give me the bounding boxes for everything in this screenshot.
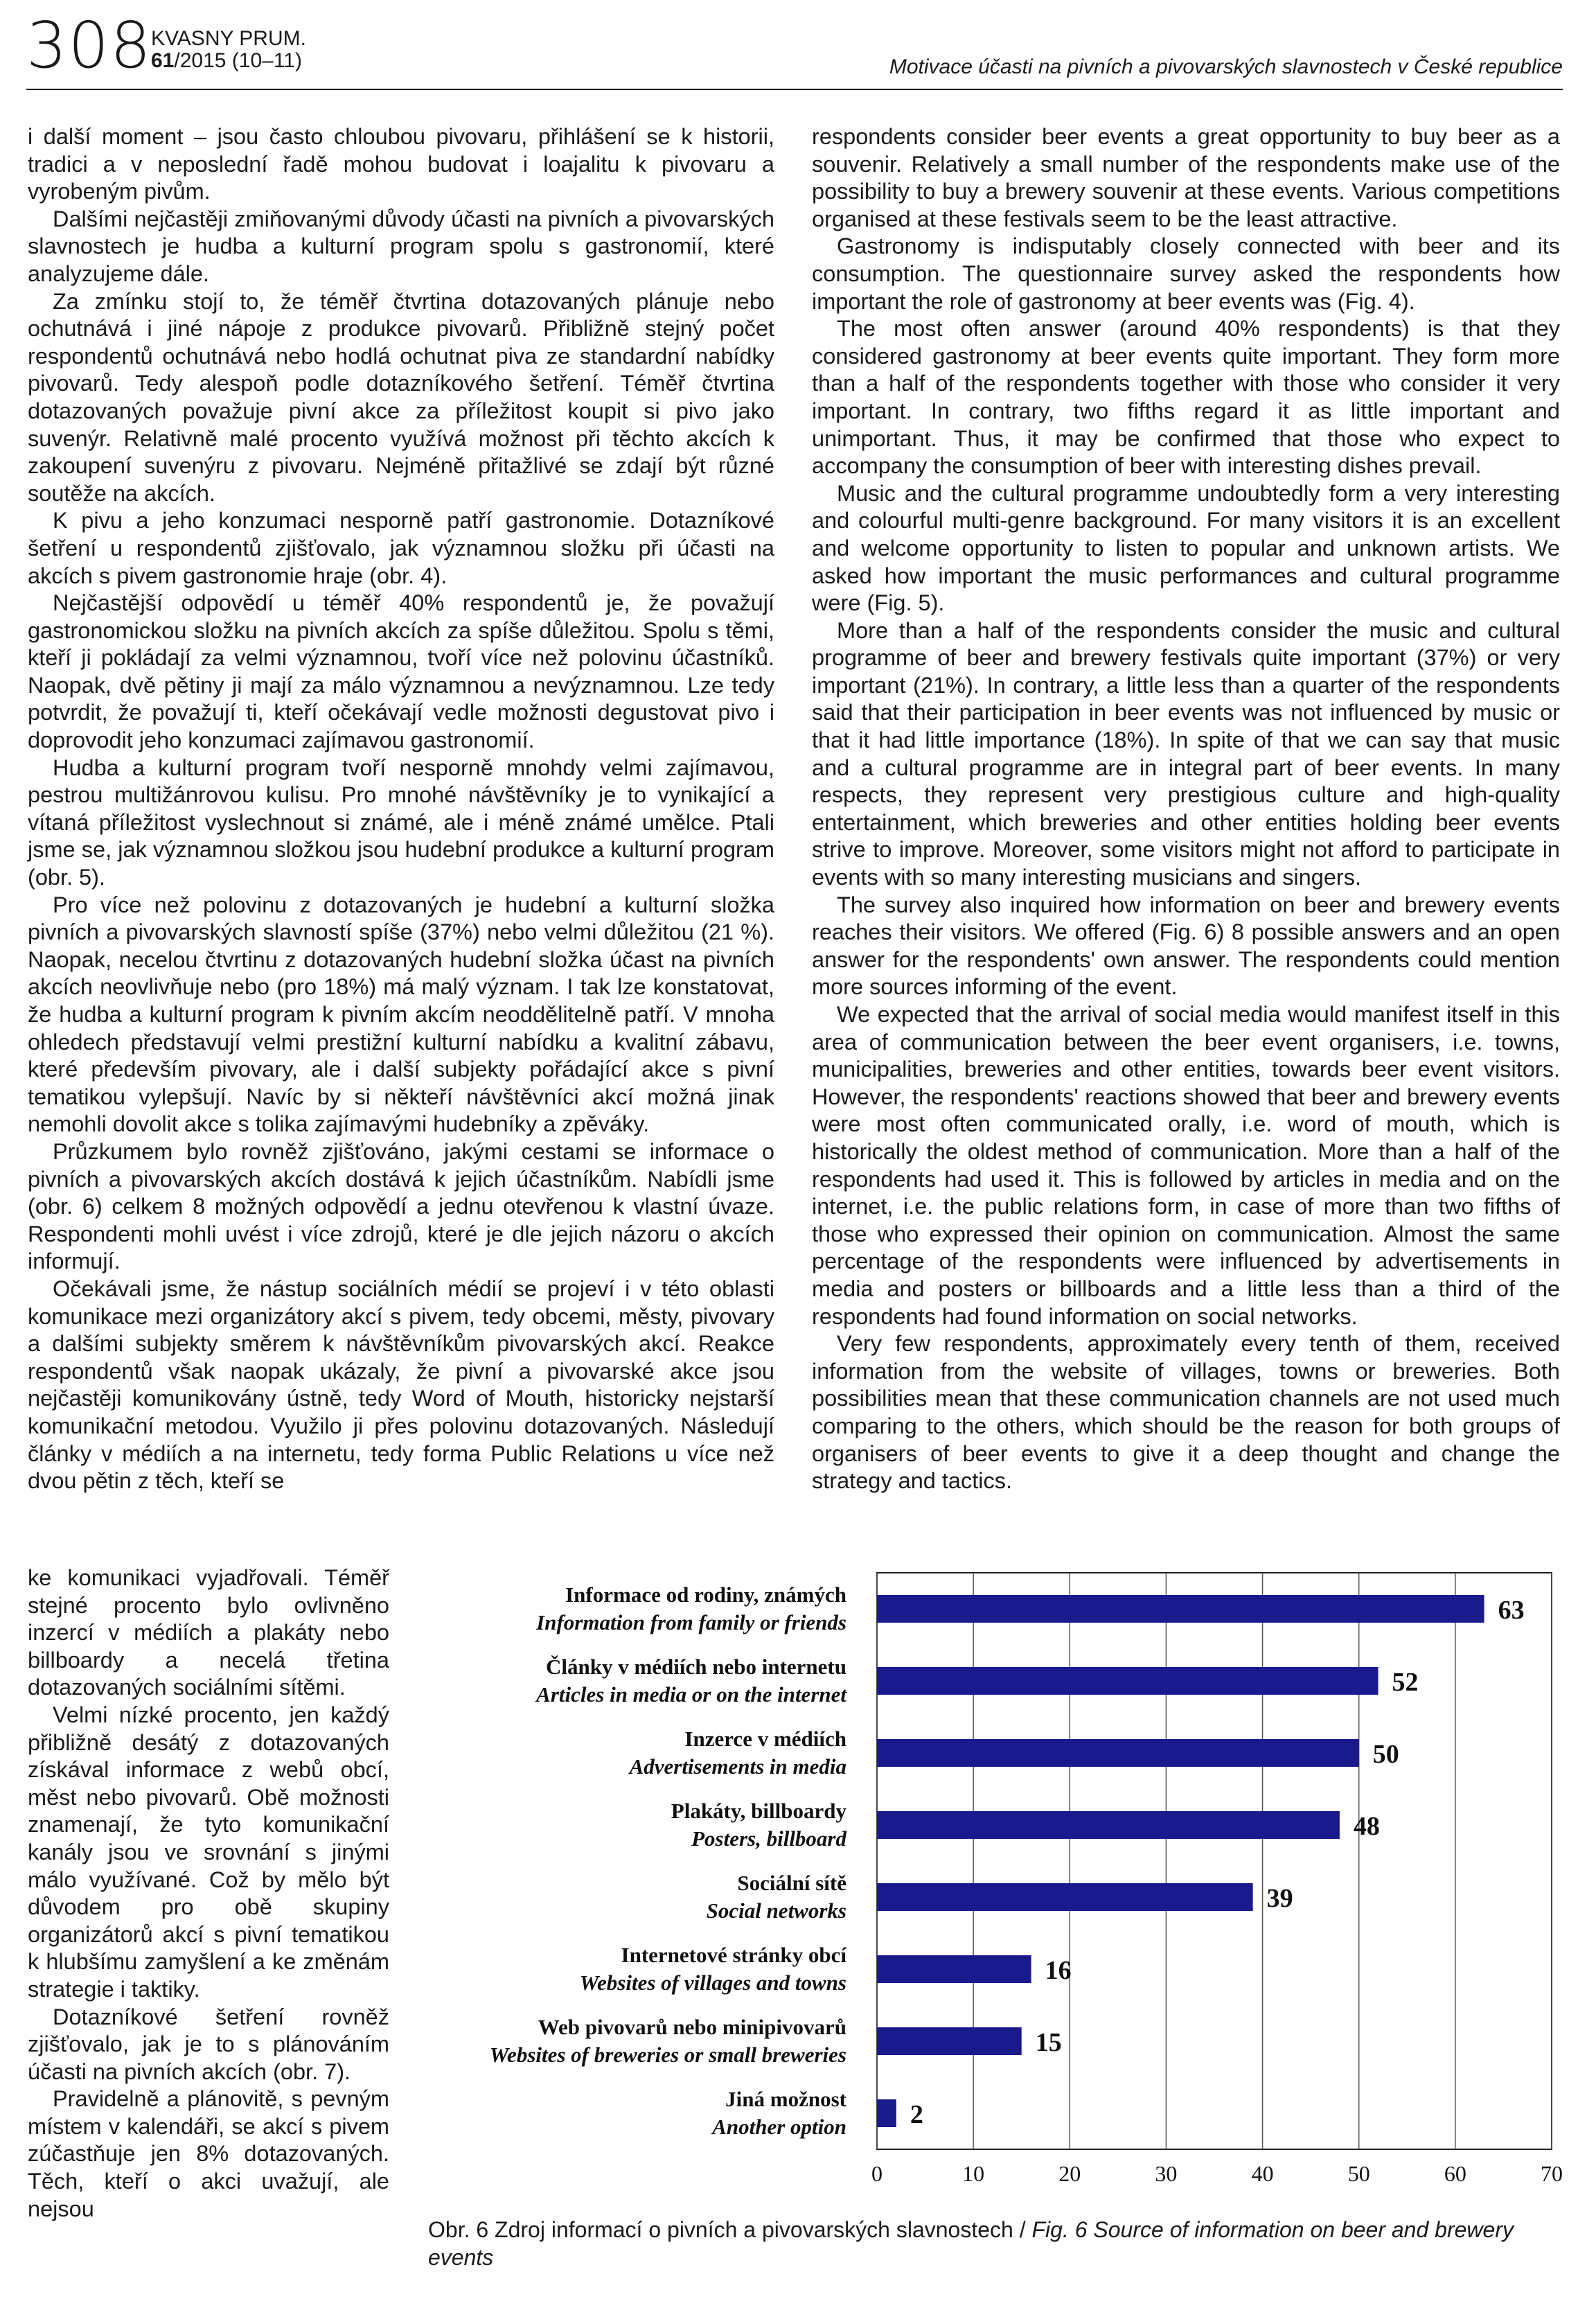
plot-frame	[877, 1573, 1552, 2149]
data-label: 39	[1266, 1884, 1293, 1913]
paragraph: The survey also inquired how information on beer and brewery events reaches their visitors. We offered (Fig. 6) 8 possible answers and an open answer for the respondents' own answer. The respondents could mention more sources informing of the event.	[812, 892, 1560, 1000]
bar	[877, 1739, 1359, 1767]
category-label-en: Posters, billboard	[691, 1826, 846, 1851]
paragraph: i další moment – jsou často chloubou pivovaru, přihlášení se k historii, tradici a v neposlední řadě mohou budovat i loajalitu k pivovaru a vyrobeným pivům.	[28, 124, 774, 204]
bar	[877, 2027, 1022, 2055]
category-label-en: Information from family or friends	[536, 1610, 846, 1634]
paragraph: Gastronomy is indisputably closely connected with beer and its consumption. The questionnaire survey asked the respondents how important the role of gastronomy at beer events was (Fig. 4).	[812, 233, 1560, 314]
data-label: 52	[1392, 1668, 1419, 1697]
data-label: 15	[1035, 2028, 1062, 2057]
category-label-cz: Jiná možnost	[725, 2087, 846, 2111]
bar	[877, 2099, 896, 2127]
data-label: 2	[910, 2100, 923, 2129]
category-label-en: Websites of villages and towns	[579, 1971, 846, 1995]
category-label-en: Websites of breweries or small breweries	[489, 2043, 846, 2067]
category-label-cz: Inzerce v médiích	[684, 1727, 846, 1751]
paragraph: respondents consider beer events a great opportunity to buy beer as a souvenir. Relatively a small number of the respondents make use of the possibility to buy a brewery souvenir at these events. Various competitions organised at these festivals seem to be the least attractive.	[812, 124, 1560, 231]
x-tick-label: 10	[962, 2161, 985, 2186]
paragraph: The most often answer (around 40% respondents) is that they considered gastronomy at beer events quite important. They form more than a half of the respondents together with those who consider it very important. In contrary, two fifths regard it as little important and unimportant. Thus, it may be confirmed that those who expect to accompany the consumption of beer with interesting dishes prevail.	[812, 316, 1560, 479]
category-label-cz: Články v médiích nebo internetu	[545, 1655, 846, 1679]
bar	[877, 1811, 1340, 1839]
data-label: 63	[1498, 1596, 1525, 1625]
category-label-cz: Internetové stránky obcí	[621, 1943, 846, 1967]
paragraph: Za zmínku stojí to, že téměř čtvrtina dotazovaných plánuje nebo ochutnává i jiné nápoje z produkce pivovarů. Přibližně stejný počet respondentů ochutnává nebo hodlá ochutnat piva ze standardní nabídky pivovarů. Tedy alespoň podle dotazníkového šetření. Téměř čtvrtina dotazovaných považuje pivní akce za příležitost koupit si pivo jako suvenýr. Relativně malé procento využívá možnost při těchto akcích k zakoupení suvenýru z pivovaru. Nejméně přitažlivé se zdají být různé soutěže na akcích.	[28, 288, 774, 506]
data-label: 16	[1045, 1956, 1072, 1985]
paragraph: Průzkumem bylo rovněž zjišťováno, jakými cestami se informace o pivních a pivovarských akcích dostává k jejich účastníkům. Nabídli jsme (obr. 6) celkem 8 možných odpovědí a jednu otevřenou k vlastní úvaze. Respondenti mohli uvést i více zdrojů, které je dle jejich názoru o akcích informují.	[28, 1138, 774, 1274]
paragraph: Pro více než polovinu z dotazovaných je hudební a kulturní složka pivních a pivovarských slavností spíše (37%) nebo velmi důležitou (21 %). Naopak, necelou čtvrtinu z dotazovaných hudební složka účast na pivních akcích neovlivňuje nebo (pro 18%) má malý význam. I tak lze konstatovat, že hudba a kulturní program k pivním akcím neoddělitelně patří. V mnoha ohledech představují velmi prestižní kulturní nabídku a kvalitní zábavu, které především pivovary, ale i další subjekty pořádající akce s pivní tematikou vylepšují. Navíc by si někteří návštěvníci akcí možná jinak nemohli dovolit akce s tolika zajímavými hudebníky a zpěváky.	[28, 892, 774, 1137]
paragraph: More than a half of the respondents consider the music and cultural programme of beer and brewery festivals quite important (37%) or very important (21%). In contrary, a little less than a quarter of the respondents said that their participation in beer events was not influenced by music or that it had little importance (18%). In spite of that we can say that music and a cultural programme are in integral part of beer events. In many respects, they represent very prestigious culture and high-quality entertainment, which breweries and other entities holding beer events strive to improve. Moreover, some visitors might not afford to participate in events with so many interesting musicians and singers.	[812, 617, 1560, 890]
x-tick-label: 40	[1251, 2161, 1274, 2186]
x-tick-label: 20	[1058, 2161, 1081, 2186]
running-title: Motivace účasti na pivních a pivovarských slavnostech v České republice	[889, 55, 1563, 78]
paragraph: We expected that the arrival of social media would manifest itself in this area of communication between the beer event organisers, i.e. towns, municipalities, breweries and other entities, towards beer event visitors. However, the respondents' reactions showed that beer and brewery events were most often communicated orally, i.e. word of mouth, which is historically the oldest method of communication. More than a half of the respondents had used it. This is followed by articles in media and on the internet, i.e. the public relations form, in case of more than two fifths of those who expressed their opinion on communication. Almost the same percentage of the respondents were influenced by advertisements in media and posters or billboards and a little less than a third of the respondents had found information on social networks.	[812, 1002, 1560, 1329]
left-text-column	[28, 123, 774, 1495]
paragraph: Dotazníkové šetření rovněž zjišťovalo, jak je to s plánováním účasti na pivních akcích (obr. 7).	[28, 2004, 389, 2084]
category-label-en: Social networks	[706, 1898, 846, 1923]
paragraph: Očekávali jsme, že nástup sociálních médií se projeví i v této oblasti komunikace mezi organizátory akcí s pivem, tedy obcemi, městy, pivovary a dalšími subjekty směrem k návštěvníkům pivovarských akcí. Reakce respondentů však naopak ukázaly, že pivní a pivovarské akce jsou nejčastěji komunikovány ústně, tedy Word of Mouth, historicky nejstarší komunikační metodou. Využilo ji přes polovinu dotazovaných. Následují články v médiích a na internetu, tedy forma Public Relations u více než dvou pětin z těch, kteří se	[28, 1276, 774, 1494]
x-tick-label: 70	[1541, 2161, 1563, 2186]
paragraph: Velmi nízké procento, jen každý přibližně desátý z dotazovaných získával informace z webů obcí, měst nebo pivovarů. Obě možnosti znamenají, že tyto komunikační kanály jsou ve srovnání s jinými málo využívané. Což by mělo být důvodem pro obě skupiny organizátorů akcí s pivní tematikou k hlubšímu zamyšlení a ke změnám strategie i taktiky.	[28, 1702, 389, 2002]
header-divider	[26, 89, 1563, 90]
paragraph: K pivu a jeho konzumaci nesporně patří gastronomie. Dotazníkové šetření u respondentů zjišťovalo, jak významnou složku při účasti na akcích s pivem gastronomie hraje (obr. 4).	[28, 508, 774, 588]
left-narrow-text-column	[28, 1564, 389, 2223]
paragraph: Nejčastější odpovědí u téměř 40% respondentů je, že považují gastronomickou složku na pivních akcích za spíše důležitou. Spolu s těmi, kteří ji pokládají za velmi významnou, tvoří více než polovinu účastníků. Naopak, dvě pětiny ji mají za málo významnou a nevýznamnou. Lze tedy potvrdit, že považují ti, kteří očekávají vedle možnosti degustovat pivo i doprovodit jeho konzumaci zajímavou gastronomií.	[28, 590, 774, 753]
journal-issue	[151, 50, 306, 72]
category-label-en: Another option	[712, 2115, 846, 2139]
paragraph: ke komunikaci vyjadřovali. Téměř stejné procento bylo ovlivněno inzercí v médiích a plakáty nebo billboardy a necelá třetina dotazovaných sociálními sítěmi.	[28, 1565, 389, 1700]
page-number: 308	[26, 8, 152, 82]
data-label: 48	[1353, 1812, 1380, 1841]
bar	[877, 1883, 1253, 1911]
category-label-cz: Informace od rodiny, známých	[565, 1583, 846, 1607]
x-tick-label: 30	[1155, 2161, 1178, 2186]
caption-czech: Obr. 6 Zdroj informací o pivních a pivovarských slavnostech /	[428, 2217, 1032, 2242]
category-label-cz: Web pivovarů nebo minipivovarů	[538, 2015, 846, 2039]
category-label-cz: Sociální sítě	[737, 1871, 846, 1895]
category-label-cz: Plakáty, billboardy	[671, 1799, 846, 1823]
bar	[877, 1667, 1378, 1695]
x-tick-label: 0	[871, 2161, 883, 2186]
figure-caption	[428, 2216, 1564, 2271]
paragraph: Dalšími nejčastěji zmiňovanými důvody účasti na pivních a pivovarských slavnostech je hudba a kulturní program spolu s gastronomií, které analyzujeme dále.	[28, 206, 774, 286]
category-label-en: Articles in media or on the internet	[536, 1682, 846, 1707]
journal-title: KVASNY PRUM.	[151, 27, 306, 50]
x-tick-label: 60	[1444, 2161, 1466, 2186]
x-tick-label: 50	[1347, 2161, 1370, 2186]
category-label-en: Advertisements in media	[629, 1754, 846, 1779]
paragraph: Very few respondents, approximately every tenth of them, received information from the website of villages, towns or breweries. Both possibilities mean that these communication channels are not used much comparing to the others, which should be the reason for both groups of organisers of beer events to give it a deep thought and change the strategy and tactics.	[812, 1331, 1560, 1494]
bar	[877, 1595, 1484, 1623]
paragraph: Pravidelně a plánovitě, s pevným místem v kalendáři, se akcí s pivem zúčastňuje jen 8% dotazovaných. Těch, kteří o akci uvažují, ale nejsou	[28, 2086, 389, 2221]
right-text-column	[812, 123, 1560, 1495]
issue-year: /2015 (10–11)	[174, 49, 302, 72]
source-of-information-bar-chart	[416, 1567, 1572, 2212]
caption-english: Fig. 6 Source of information on beer and brewery events	[428, 2217, 1514, 2270]
paragraph: Hudba a kulturní program tvoří nesporně mnohdy velmi zajímavou, pestrou multižánrovou kulisu. Pro mnohé návštěvníky je to vynikající a vítaná příležitost vyslechnout si známé, ale i méně známé umělce. Ptali jsme se, jak významnou složkou jsou hudební produkce a kulturní program (obr. 5).	[28, 755, 774, 890]
bar	[877, 1955, 1031, 1983]
issue-volume: 61	[151, 49, 175, 72]
paragraph: Music and the cultural programme undoubtedly form a very interesting and colourful multi-genre background. For many visitors it is an excellent and welcome opportunity to listen to popular and unknown artists. We asked how important the music performances and cultural programme were (Fig. 5).	[812, 480, 1560, 616]
journal-name	[151, 28, 306, 71]
data-label: 50	[1372, 1740, 1399, 1769]
